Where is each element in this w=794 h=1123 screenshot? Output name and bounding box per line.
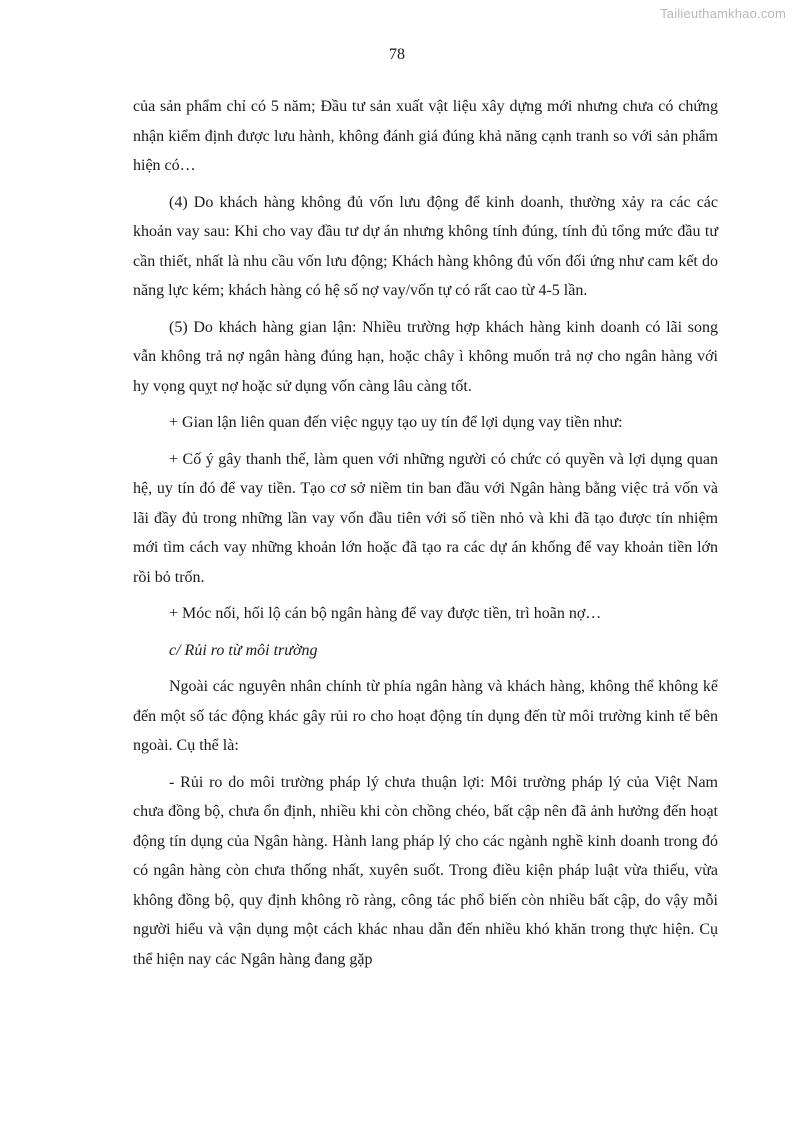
paragraph-fraud-intro: + Gian lận liên quan đến việc ngụy tạo uy tín để lợi dụng vay tiền như: bbox=[169, 414, 623, 431]
watermark: Tailieuthamkhao.com bbox=[660, 6, 786, 21]
paragraph-bribery: + Móc nối, hối lộ cán bộ ngân hàng để vay được tiền, trì hoãn nợ… bbox=[169, 605, 602, 622]
paragraph-legal-risk: - Rủi ro do môi trường pháp lý chưa thuận lợi: Môi trường pháp lý của Việt Nam chưa đồng bộ, chưa ổn định, nhiều khi còn chồng chéo, bất cập nên đã ảnh hưởng đến hoạt động tín dụng của Ngân hàng. Hành lang pháp lý cho các ngành nghề kinh doanh trong đó có ngân hàng còn chưa thống nhất, xuyên suốt. Trong điều kiện pháp luật vừa thiếu, vừa không đồng bộ, quy định không rõ ràng, công tác phổ biến còn nhiều bất cập, do vậy mỗi người hiểu và vận dụng một cách khác nhau dẫn đến nhiều khó khăn trong thực hiện. Cụ thể hiện nay các Ngân hàng đang gặp bbox=[133, 773, 718, 968]
document-body bbox=[133, 92, 718, 974]
paragraph-environment-intro: Ngoài các nguyên nhân chính từ phía ngân hàng và khách hàng, không thể không kể đến một số tác động khác gây rủi ro cho hoạt động tín dụng đến từ môi trường kinh tế bên ngoài. Cụ thể là: bbox=[133, 678, 718, 754]
paragraph-item-5: (5) Do khách hàng gian lận: Nhiều trường hợp khách hàng kinh doanh có lãi song vẫn không trả nợ ngân hàng đúng hạn, hoặc chây ì không muốn trả nợ cho ngân hàng với hy vọng quỵt nợ hoặc sử dụng vốn càng lâu càng tốt. bbox=[133, 318, 718, 395]
page-number: 78 bbox=[389, 46, 405, 63]
paragraph-continuation: của sản phẩm chỉ có 5 năm; Đầu tư sản xuất vật liệu xây dựng mới nhưng chưa có chứng nhận kiểm định được lưu hành, không đánh giá đúng khả năng cạnh tranh so với sản phẩm hiện có… bbox=[133, 98, 718, 174]
paragraph-item-4: (4) Do khách hàng không đủ vốn lưu động để kinh doanh, thường xảy ra các các khoản vay sau: Khi cho vay đầu tư dự án nhưng không tính đúng, tính đủ tổng mức đầu tư cần thiết, nhất là nhu cầu vốn lưu động; Khách hàng không đủ vốn đối ứng như cam kết do năng lực kém; khách hàng có hệ số nợ vay/vốn tự có rất cao từ 4-5 lần. bbox=[133, 193, 718, 299]
paragraph-fraud-detail: + Cố ý gây thanh thế, làm quen với những người có chức có quyền và lợi dụng quan hệ, uy tín đó để vay tiền. Tạo cơ sở niềm tin ban đầu với Ngân hàng bằng việc trả vốn và lãi đầy đủ trong những lần vay vốn đầu tiên với số tiền nhỏ và khi đã tạo được tín nhiệm mới tìm cách vay những khoản lớn hoặc đã tạo ra các dự án khống để vay khoản tiền lớn rồi bỏ trốn. bbox=[133, 450, 718, 586]
section-heading-environment-risk: c/ Rủi ro từ môi trường bbox=[169, 641, 318, 659]
